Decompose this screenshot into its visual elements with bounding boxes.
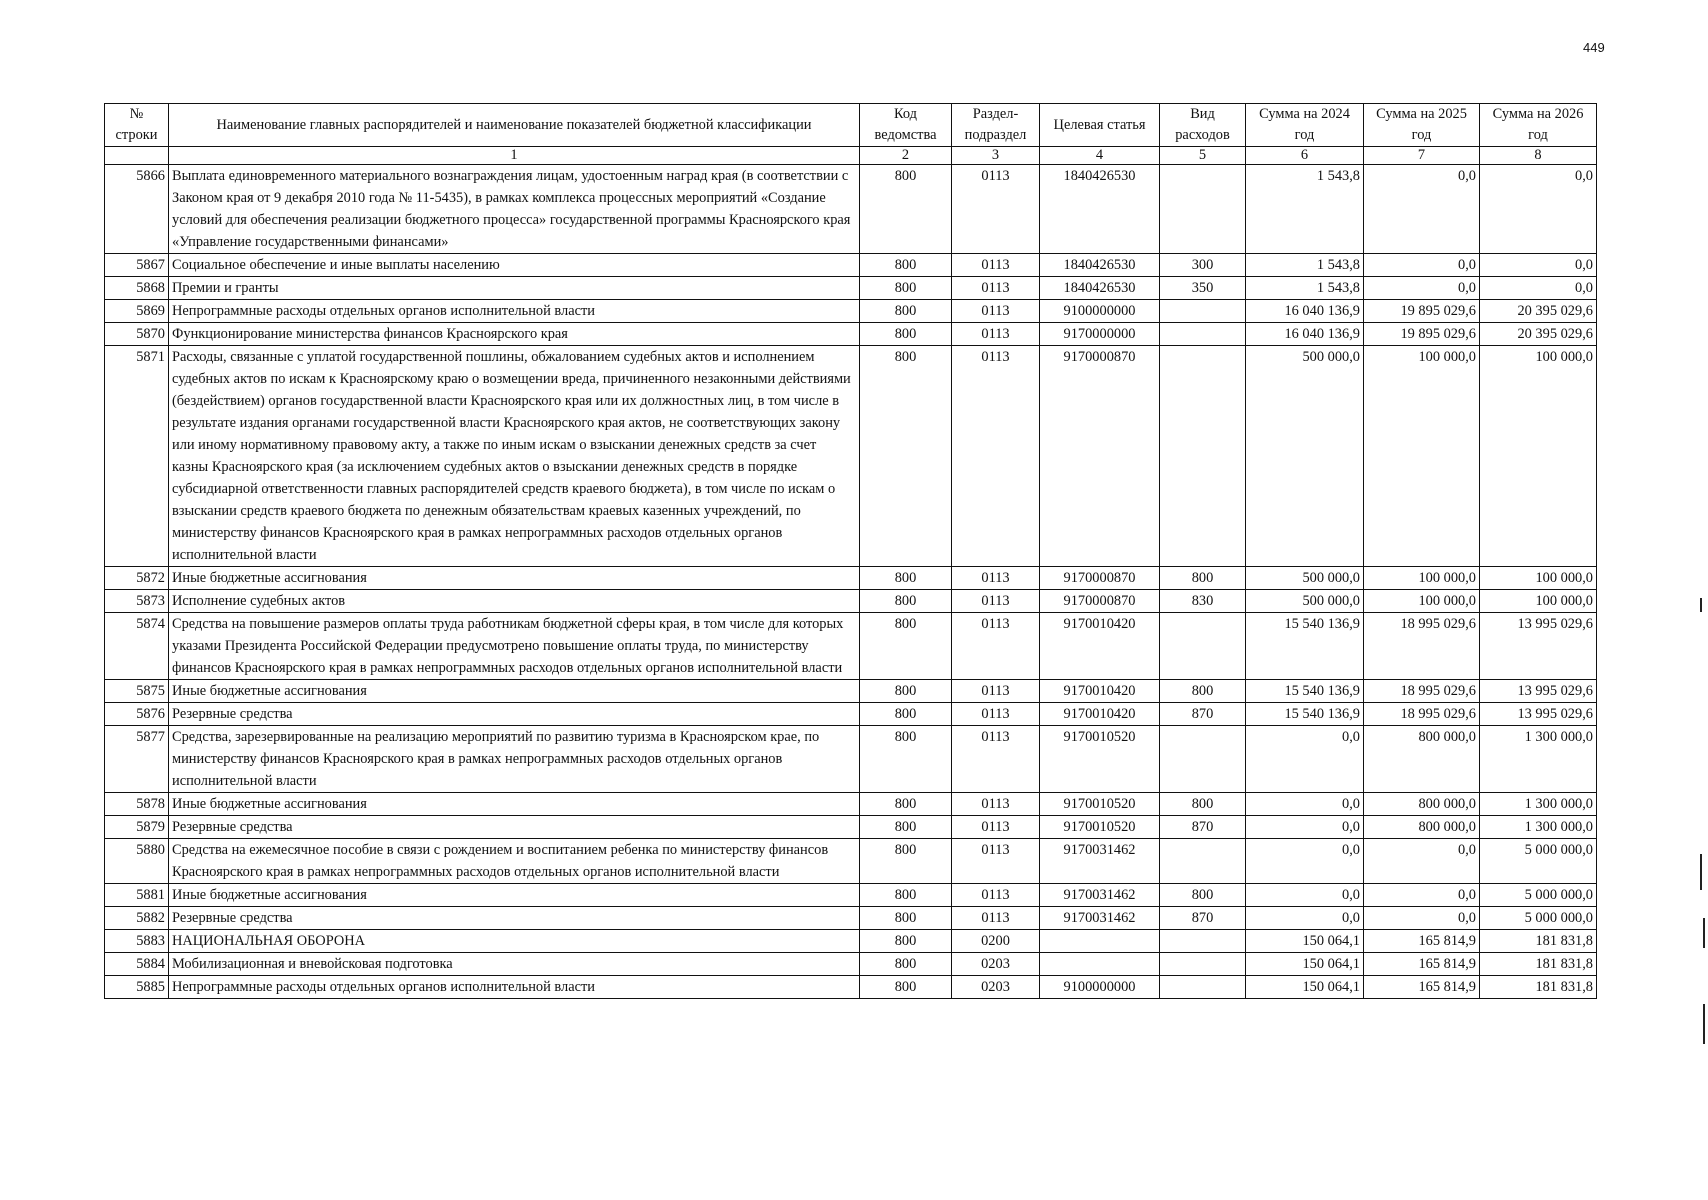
dept-code-cell: 800 [860, 254, 952, 277]
sum-2026-cell: 181 831,8 [1480, 976, 1597, 999]
sum-2026-cell: 1 300 000,0 [1480, 816, 1597, 839]
row-name-cell: Расходы, связанные с уплатой государственной пошлины, обжалованием судебных актов и исполнением судебных актов по искам к Красноярскому краю о возмещении вреда, причиненного незаконными действиями (бездействием) органов государственной власти Красноярского края или их должностных лиц, в том числе в результате издания органами государственной власти Красноярского края актов, не соответствующих закону или иному нормативному правовому акту, а также по иным искам о взыскании денежных средств за счет казны Красноярского края (за исключением судебных актов о взыскании денежных средств в порядке субсидиарной ответственности главных распорядителей средств краевого бюджета), в том числе по искам о взыскании средств краевого бюджета по денежным обязательствам краевых казенных учреждений, по министерству финансов Красноярского края в рамках непрограммных расходов отдельных органов исполнительной власти [169, 346, 860, 567]
target-cell: 9100000000 [1040, 976, 1160, 999]
section-cell: 0113 [952, 165, 1040, 254]
dept-code-cell: 800 [860, 839, 952, 884]
target-cell: 9170010520 [1040, 726, 1160, 793]
expense-type-cell: 830 [1160, 590, 1246, 613]
dept-code-cell: 800 [860, 680, 952, 703]
sum-2026-cell: 0,0 [1480, 277, 1597, 300]
row-number-cell: 5874 [105, 613, 169, 680]
section-cell: 0113 [952, 680, 1040, 703]
row-number-cell: 5869 [105, 300, 169, 323]
table-row [105, 613, 1597, 680]
table-row [105, 277, 1597, 300]
sum-2024-cell: 500 000,0 [1246, 567, 1364, 590]
expense-type-cell [1160, 930, 1246, 953]
expense-type-cell: 300 [1160, 254, 1246, 277]
dept-code-cell: 800 [860, 884, 952, 907]
row-number-cell: 5883 [105, 930, 169, 953]
table-row [105, 839, 1597, 884]
section-cell: 0113 [952, 703, 1040, 726]
row-number-cell: 5867 [105, 254, 169, 277]
sum-2025-cell: 18 995 029,6 [1364, 703, 1480, 726]
target-cell: 9170031462 [1040, 839, 1160, 884]
row-number-cell: 5875 [105, 680, 169, 703]
sum-2024-cell: 0,0 [1246, 726, 1364, 793]
dept-code-cell: 800 [860, 277, 952, 300]
sum-2025-cell: 100 000,0 [1364, 567, 1480, 590]
dept-code-cell: 800 [860, 953, 952, 976]
table-row [105, 680, 1597, 703]
expense-type-cell: 800 [1160, 884, 1246, 907]
sum-2025-cell: 0,0 [1364, 165, 1480, 254]
table-row [105, 976, 1597, 999]
row-name-cell: Резервные средства [169, 816, 860, 839]
sum-2025-cell: 100 000,0 [1364, 590, 1480, 613]
row-name-cell: НАЦИОНАЛЬНАЯ ОБОРОНА [169, 930, 860, 953]
sum-2024-cell: 150 064,1 [1246, 976, 1364, 999]
row-name-cell: Иные бюджетные ассигнования [169, 567, 860, 590]
sum-2025-cell: 165 814,9 [1364, 976, 1480, 999]
sum-2025-cell: 18 995 029,6 [1364, 680, 1480, 703]
target-cell: 9170000870 [1040, 346, 1160, 567]
scan-edge-mark [1700, 598, 1702, 612]
row-name-cell: Иные бюджетные ассигнования [169, 793, 860, 816]
expense-type-cell [1160, 165, 1246, 254]
scan-edge-mark [1703, 1004, 1705, 1044]
header-sum-2025: Сумма на 2025 год [1364, 104, 1480, 147]
header-expense-type: Вид расходов [1160, 104, 1246, 147]
row-number-cell: 5885 [105, 976, 169, 999]
sum-2024-cell: 15 540 136,9 [1246, 680, 1364, 703]
row-name-cell: Иные бюджетные ассигнования [169, 680, 860, 703]
expense-type-cell: 870 [1160, 907, 1246, 930]
header-sum-2024: Сумма на 2024 год [1246, 104, 1364, 147]
expense-type-cell [1160, 976, 1246, 999]
budget-table [104, 103, 1597, 999]
dept-code-cell: 800 [860, 165, 952, 254]
sum-2026-cell: 20 395 029,6 [1480, 300, 1597, 323]
table-body [105, 165, 1597, 999]
section-cell: 0113 [952, 793, 1040, 816]
target-cell: 9170000000 [1040, 323, 1160, 346]
column-index: 8 [1480, 147, 1597, 165]
row-name-cell: Средства на повышение размеров оплаты труда работникам бюджетной сферы края, в том числе для которых указами Президента Российской Федерации предусмотрено повышение оплаты труда, по министерству финансов Красноярского края в рамках непрограммных расходов отдельных органов исполнительной власти [169, 613, 860, 680]
expense-type-cell [1160, 839, 1246, 884]
target-cell: 9170010420 [1040, 680, 1160, 703]
table-row [105, 884, 1597, 907]
expense-type-cell [1160, 726, 1246, 793]
table-row [105, 300, 1597, 323]
target-cell: 1840426530 [1040, 277, 1160, 300]
sum-2025-cell: 800 000,0 [1364, 816, 1480, 839]
row-name-cell: Мобилизационная и вневойсковая подготовка [169, 953, 860, 976]
dept-code-cell: 800 [860, 300, 952, 323]
row-name-cell: Функционирование министерства финансов Красноярского края [169, 323, 860, 346]
sum-2025-cell: 165 814,9 [1364, 930, 1480, 953]
row-number-cell: 5877 [105, 726, 169, 793]
dept-code-cell: 800 [860, 907, 952, 930]
sum-2025-cell: 19 895 029,6 [1364, 323, 1480, 346]
target-cell: 9170010520 [1040, 793, 1160, 816]
sum-2024-cell: 0,0 [1246, 816, 1364, 839]
sum-2026-cell: 1 300 000,0 [1480, 726, 1597, 793]
sum-2024-cell: 16 040 136,9 [1246, 300, 1364, 323]
column-index: 1 [169, 147, 860, 165]
table-row [105, 346, 1597, 567]
target-cell [1040, 953, 1160, 976]
row-name-cell: Непрограммные расходы отдельных органов исполнительной власти [169, 300, 860, 323]
row-number-cell: 5876 [105, 703, 169, 726]
row-number-cell: 5872 [105, 567, 169, 590]
target-cell: 9170010420 [1040, 613, 1160, 680]
sum-2026-cell: 13 995 029,6 [1480, 680, 1597, 703]
section-cell: 0113 [952, 590, 1040, 613]
sum-2026-cell: 1 300 000,0 [1480, 793, 1597, 816]
row-number-cell: 5873 [105, 590, 169, 613]
section-cell: 0113 [952, 839, 1040, 884]
dept-code-cell: 800 [860, 816, 952, 839]
sum-2025-cell: 0,0 [1364, 277, 1480, 300]
section-cell: 0113 [952, 300, 1040, 323]
row-name-cell: Средства, зарезервированные на реализацию мероприятий по развитию туризма в Красноярском крае, по министерству финансов Красноярского края в рамках непрограммных расходов отдельных органов исполнительной власти [169, 726, 860, 793]
row-number-cell: 5879 [105, 816, 169, 839]
row-number-cell: 5870 [105, 323, 169, 346]
column-index: 2 [860, 147, 952, 165]
expense-type-cell [1160, 953, 1246, 976]
table-row [105, 793, 1597, 816]
sum-2024-cell: 1 543,8 [1246, 254, 1364, 277]
row-name-cell: Премии и гранты [169, 277, 860, 300]
sum-2025-cell: 0,0 [1364, 839, 1480, 884]
target-cell: 9170031462 [1040, 884, 1160, 907]
sum-2026-cell: 181 831,8 [1480, 930, 1597, 953]
section-cell: 0113 [952, 613, 1040, 680]
row-number-cell: 5871 [105, 346, 169, 567]
target-cell: 1840426530 [1040, 254, 1160, 277]
row-name-cell: Средства на ежемесячное пособие в связи с рождением и воспитанием ребенка по министерству финансов Красноярского края в рамках непрограммных расходов отдельных органов исполнительной власти [169, 839, 860, 884]
table-row [105, 590, 1597, 613]
table-header-row [105, 104, 1597, 147]
sum-2024-cell: 500 000,0 [1246, 590, 1364, 613]
table-row [105, 323, 1597, 346]
row-number-cell: 5866 [105, 165, 169, 254]
sum-2026-cell: 13 995 029,6 [1480, 613, 1597, 680]
sum-2025-cell: 0,0 [1364, 884, 1480, 907]
dept-code-cell: 800 [860, 793, 952, 816]
sum-2026-cell: 13 995 029,6 [1480, 703, 1597, 726]
section-cell: 0113 [952, 567, 1040, 590]
sum-2025-cell: 165 814,9 [1364, 953, 1480, 976]
column-index: 6 [1246, 147, 1364, 165]
sum-2024-cell: 16 040 136,9 [1246, 323, 1364, 346]
dept-code-cell: 800 [860, 703, 952, 726]
section-cell: 0113 [952, 323, 1040, 346]
dept-code-cell: 800 [860, 590, 952, 613]
dept-code-cell: 800 [860, 726, 952, 793]
scan-edge-mark [1703, 918, 1705, 948]
section-cell: 0200 [952, 930, 1040, 953]
target-cell: 9170010420 [1040, 703, 1160, 726]
sum-2024-cell: 150 064,1 [1246, 953, 1364, 976]
header-sum-2026: Сумма на 2026 год [1480, 104, 1597, 147]
row-number-cell: 5880 [105, 839, 169, 884]
target-cell: 1840426530 [1040, 165, 1160, 254]
header-dept-code: Код ведомства [860, 104, 952, 147]
sum-2024-cell: 150 064,1 [1246, 930, 1364, 953]
sum-2025-cell: 19 895 029,6 [1364, 300, 1480, 323]
column-index: 3 [952, 147, 1040, 165]
dept-code-cell: 800 [860, 976, 952, 999]
sum-2024-cell: 0,0 [1246, 839, 1364, 884]
sum-2024-cell: 1 543,8 [1246, 165, 1364, 254]
expense-type-cell [1160, 346, 1246, 567]
header-target: Целевая статья [1040, 104, 1160, 147]
target-cell [1040, 930, 1160, 953]
row-number-cell: 5882 [105, 907, 169, 930]
sum-2025-cell: 800 000,0 [1364, 726, 1480, 793]
sum-2026-cell: 100 000,0 [1480, 590, 1597, 613]
sum-2024-cell: 0,0 [1246, 884, 1364, 907]
table-row [105, 567, 1597, 590]
target-cell: 9170010520 [1040, 816, 1160, 839]
sum-2026-cell: 20 395 029,6 [1480, 323, 1597, 346]
section-cell: 0203 [952, 976, 1040, 999]
sum-2026-cell: 0,0 [1480, 254, 1597, 277]
expense-type-cell: 800 [1160, 680, 1246, 703]
section-cell: 0113 [952, 346, 1040, 567]
sum-2025-cell: 0,0 [1364, 254, 1480, 277]
row-number-cell: 5878 [105, 793, 169, 816]
table-row [105, 930, 1597, 953]
sum-2026-cell: 5 000 000,0 [1480, 907, 1597, 930]
expense-type-cell [1160, 300, 1246, 323]
row-number-cell: 5881 [105, 884, 169, 907]
target-cell: 9100000000 [1040, 300, 1160, 323]
sum-2024-cell: 15 540 136,9 [1246, 613, 1364, 680]
sum-2025-cell: 0,0 [1364, 907, 1480, 930]
section-cell: 0113 [952, 726, 1040, 793]
scan-edge-mark [1700, 854, 1702, 890]
table-row [105, 165, 1597, 254]
sum-2025-cell: 100 000,0 [1364, 346, 1480, 567]
expense-type-cell [1160, 323, 1246, 346]
table-row [105, 726, 1597, 793]
expense-type-cell: 800 [1160, 793, 1246, 816]
dept-code-cell: 800 [860, 346, 952, 567]
page-number: 449 [1583, 40, 1605, 55]
column-index-row [105, 147, 1597, 165]
table-row [105, 953, 1597, 976]
sum-2024-cell: 0,0 [1246, 793, 1364, 816]
column-index-blank [105, 147, 169, 165]
target-cell: 9170000870 [1040, 567, 1160, 590]
sum-2026-cell: 5 000 000,0 [1480, 884, 1597, 907]
row-number-cell: 5884 [105, 953, 169, 976]
table-row [105, 703, 1597, 726]
row-name-cell: Непрограммные расходы отдельных органов исполнительной власти [169, 976, 860, 999]
sum-2026-cell: 100 000,0 [1480, 567, 1597, 590]
expense-type-cell [1160, 613, 1246, 680]
row-number-cell: 5868 [105, 277, 169, 300]
section-cell: 0203 [952, 953, 1040, 976]
row-name-cell: Иные бюджетные ассигнования [169, 884, 860, 907]
dept-code-cell: 800 [860, 930, 952, 953]
expense-type-cell: 870 [1160, 703, 1246, 726]
dept-code-cell: 800 [860, 567, 952, 590]
row-name-cell: Резервные средства [169, 703, 860, 726]
sum-2025-cell: 800 000,0 [1364, 793, 1480, 816]
column-index: 4 [1040, 147, 1160, 165]
table-row [105, 254, 1597, 277]
section-cell: 0113 [952, 254, 1040, 277]
target-cell: 9170000870 [1040, 590, 1160, 613]
section-cell: 0113 [952, 884, 1040, 907]
sum-2026-cell: 181 831,8 [1480, 953, 1597, 976]
sum-2026-cell: 5 000 000,0 [1480, 839, 1597, 884]
row-name-cell: Социальное обеспечение и иные выплаты населению [169, 254, 860, 277]
table-row [105, 816, 1597, 839]
sum-2024-cell: 15 540 136,9 [1246, 703, 1364, 726]
sum-2025-cell: 18 995 029,6 [1364, 613, 1480, 680]
header-section: Раздел-подраздел [952, 104, 1040, 147]
sum-2024-cell: 0,0 [1246, 907, 1364, 930]
row-name-cell: Выплата единовременного материального вознаграждения лицам, удостоенным наград края (в соответствии с Законом края от 9 декабря 2010 года № 11-5435), в рамках комплекса процессных мероприятий «Создание условий для обеспечения реализации бюджетного процесса» государственной программы Красноярского края «Управление государственными финансами» [169, 165, 860, 254]
header-name: Наименование главных распорядителей и наименование показателей бюджетной классификации [169, 104, 860, 147]
header-row-number: № строки [105, 104, 169, 147]
expense-type-cell: 350 [1160, 277, 1246, 300]
column-index: 7 [1364, 147, 1480, 165]
section-cell: 0113 [952, 907, 1040, 930]
sum-2024-cell: 500 000,0 [1246, 346, 1364, 567]
expense-type-cell: 800 [1160, 567, 1246, 590]
section-cell: 0113 [952, 816, 1040, 839]
section-cell: 0113 [952, 277, 1040, 300]
column-index: 5 [1160, 147, 1246, 165]
expense-type-cell: 870 [1160, 816, 1246, 839]
table-row [105, 907, 1597, 930]
sum-2026-cell: 0,0 [1480, 165, 1597, 254]
dept-code-cell: 800 [860, 613, 952, 680]
target-cell: 9170031462 [1040, 907, 1160, 930]
sum-2026-cell: 100 000,0 [1480, 346, 1597, 567]
sum-2024-cell: 1 543,8 [1246, 277, 1364, 300]
row-name-cell: Исполнение судебных актов [169, 590, 860, 613]
row-name-cell: Резервные средства [169, 907, 860, 930]
dept-code-cell: 800 [860, 323, 952, 346]
